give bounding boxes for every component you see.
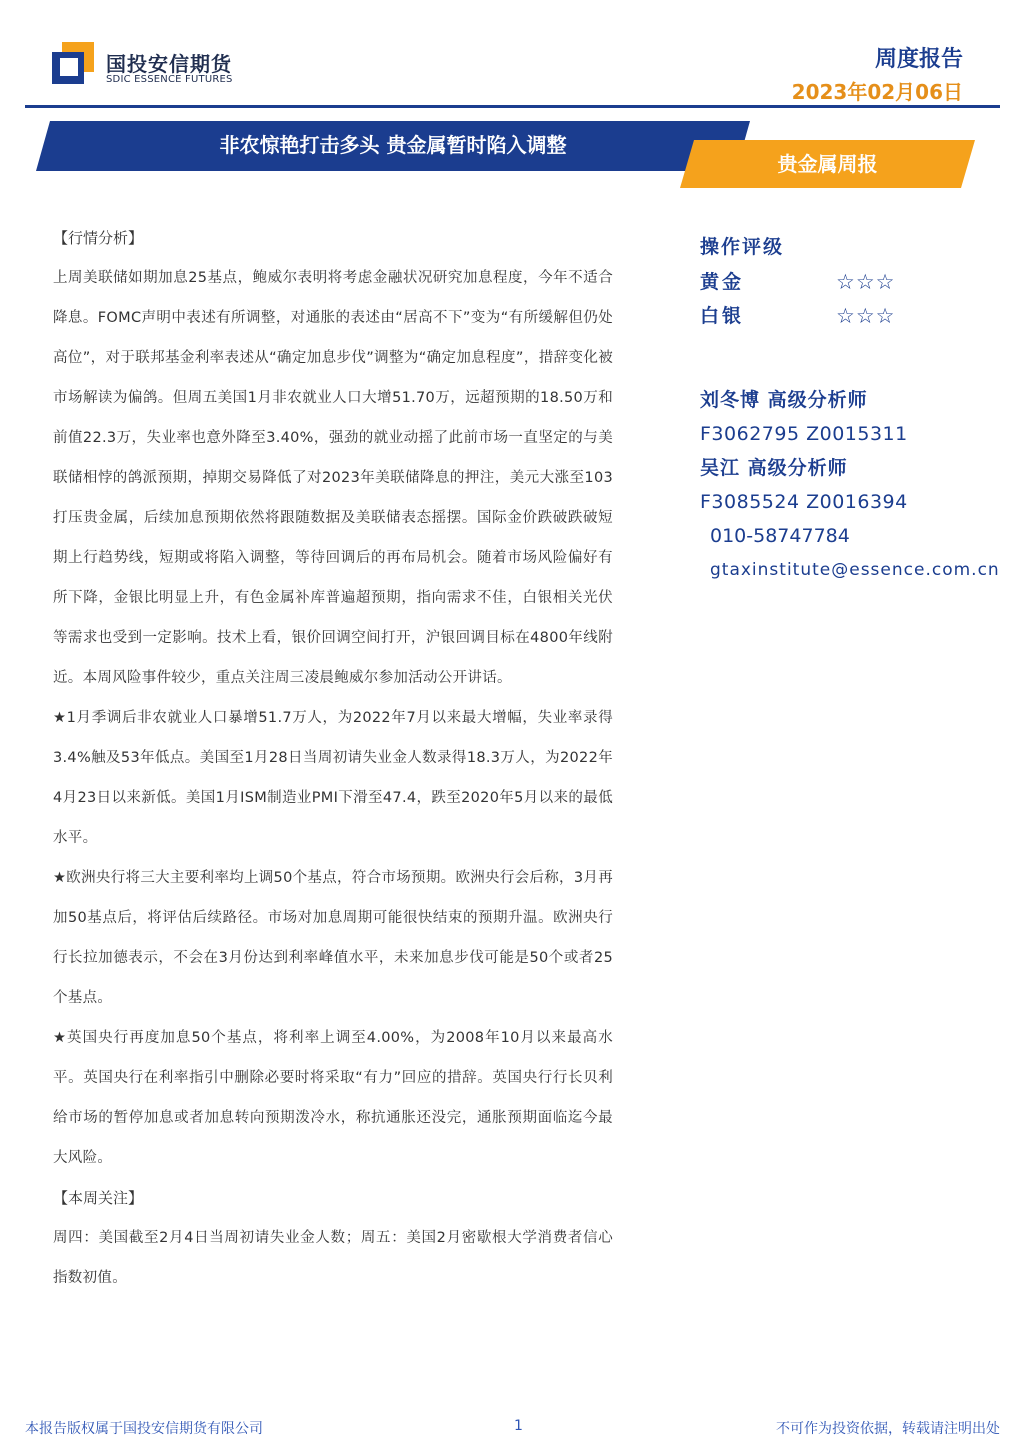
report-title: 非农惊艳打击多头 贵金属暂时陷入调整 bbox=[219, 133, 567, 157]
logo-text-cn: 国投安信期货 bbox=[106, 52, 232, 76]
rating-name: 黄金 bbox=[700, 271, 745, 293]
page-number: 1 bbox=[514, 1418, 523, 1434]
report-type: 周度报告 bbox=[874, 47, 963, 72]
title-banner bbox=[36, 121, 750, 171]
category-tag-label: 贵金属周报 bbox=[777, 152, 878, 176]
copyright-notice: 本报告版权属于国投安信期货有限公司 bbox=[25, 1421, 263, 1437]
rating-title: 操作评级 bbox=[700, 236, 785, 258]
star-rating-icon: ☆☆☆ bbox=[836, 304, 896, 328]
main-content bbox=[53, 218, 613, 1298]
analyst-license: F3085524 Z0016394 bbox=[700, 491, 908, 513]
sidebar bbox=[700, 232, 1020, 587]
logo-mark-icon bbox=[52, 42, 96, 84]
contact-phone: 010-58747784 bbox=[710, 525, 850, 547]
paragraph-ecb: ★欧洲央行将三大主要利率均上调50个基点，符合市场预期。欧洲央行会后称，3月再加50基点后，将评估后续路径。市场对加息周期可能很快结束的预期升温。欧洲央行行长拉加德表示，不会在3月份达到利率峰值水平，未来加息步伐可能是50个或者25个基点。 bbox=[53, 870, 613, 1006]
disclaimer: 不可作为投资依据，转载请注明出处 bbox=[776, 1421, 1000, 1437]
paragraph-boe: ★英国央行再度加息50个基点，将利率上调至4.00%，为2008年10月以来最高水平。英国央行在利率指引中删除必要时将采取“有力”回应的措辞。英国央行行长贝利给市场的暂停加息或者加息转向预期泼冷水，称抗通胀还没完，通胀预期面临迄今最大风险。 bbox=[53, 1030, 613, 1166]
star-rating-icon: ☆☆☆ bbox=[836, 270, 896, 294]
paragraph-market-analysis: 上周美联储如期加息25基点，鲍威尔表明将考虑金融状况研究加息程度，今年不适合降息。FOMC声明中表述有所调整，对通胀的表述由“居高不下”变为“有所缓解但仍处高位”，对于联邦基金利率表述从“确定加息步伐”调整为“确定加息程度”，措辞变化被市场解读为偏鸽。但周五美国1月非农就业人口大增51.70万，远超预期的18.50万和前值22.3万，失业率也意外降至3.40%，强劲的就业动摇了此前市场一直坚定的与美联储相悖的鸽派预期，掉期交易降低了对2023年美联储降息的押注，美元大涨至103打压贵金属，后续加息预期依然将跟随数据及美联储表态摇摆。国际金价跌破跌破短期上行趋势线，短期或将陷入调整，等待回调后的再布局机会。随着市场风险偏好有所下降，金银比明显上升，有色金属补库普遍超预期，指向需求不佳，白银相关光伏等需求也受到一定影响。技术上看，银价回调空间打开，沪银回调目标在4800年线附近。本周风险事件较少，重点关注周三凌晨鲍威尔参加活动公开讲话。 bbox=[53, 270, 613, 686]
section-heading-market: 【行情分析】 bbox=[53, 229, 144, 247]
analyst-license: F3062795 Z0015311 bbox=[700, 423, 908, 445]
company-logo bbox=[52, 40, 232, 90]
report-date: 2023年02月06日 bbox=[791, 80, 963, 104]
header-divider bbox=[25, 105, 1000, 108]
rating-row-gold bbox=[700, 265, 1020, 299]
contact-email[interactable]: gtaxinstitute@essence.com.cn bbox=[710, 560, 1000, 580]
paragraph-week-watch: 周四：美国截至2月4日当周初请失业金人数；周五：美国2月密歇根大学消费者信心指数初值。 bbox=[53, 1230, 613, 1286]
paragraph-us-data: ★1月季调后非农就业人口暴增51.7万人，为2022年7月以来最大增幅，失业率录得3.4%触及53年低点。美国至1月28日当周初请失业金人数录得18.3万人，为2022年4月23日以来新低。美国1月ISM制造业PMI下滑至47.4，跌至2020年5月以来的最低水平。 bbox=[53, 710, 613, 846]
analyst-name: 吴江 高级分析师 bbox=[700, 457, 848, 479]
logo-text-en: SDIC ESSENCE FUTURES bbox=[106, 74, 233, 85]
section-heading-watch: 【本周关注】 bbox=[53, 1189, 144, 1207]
analyst-name: 刘冬博 高级分析师 bbox=[700, 389, 868, 411]
analyst-list bbox=[700, 383, 1020, 587]
rating-row-silver bbox=[700, 299, 1020, 333]
rating-name: 白银 bbox=[700, 305, 745, 327]
category-tag bbox=[680, 140, 975, 188]
page-footer bbox=[25, 1418, 1000, 1438]
